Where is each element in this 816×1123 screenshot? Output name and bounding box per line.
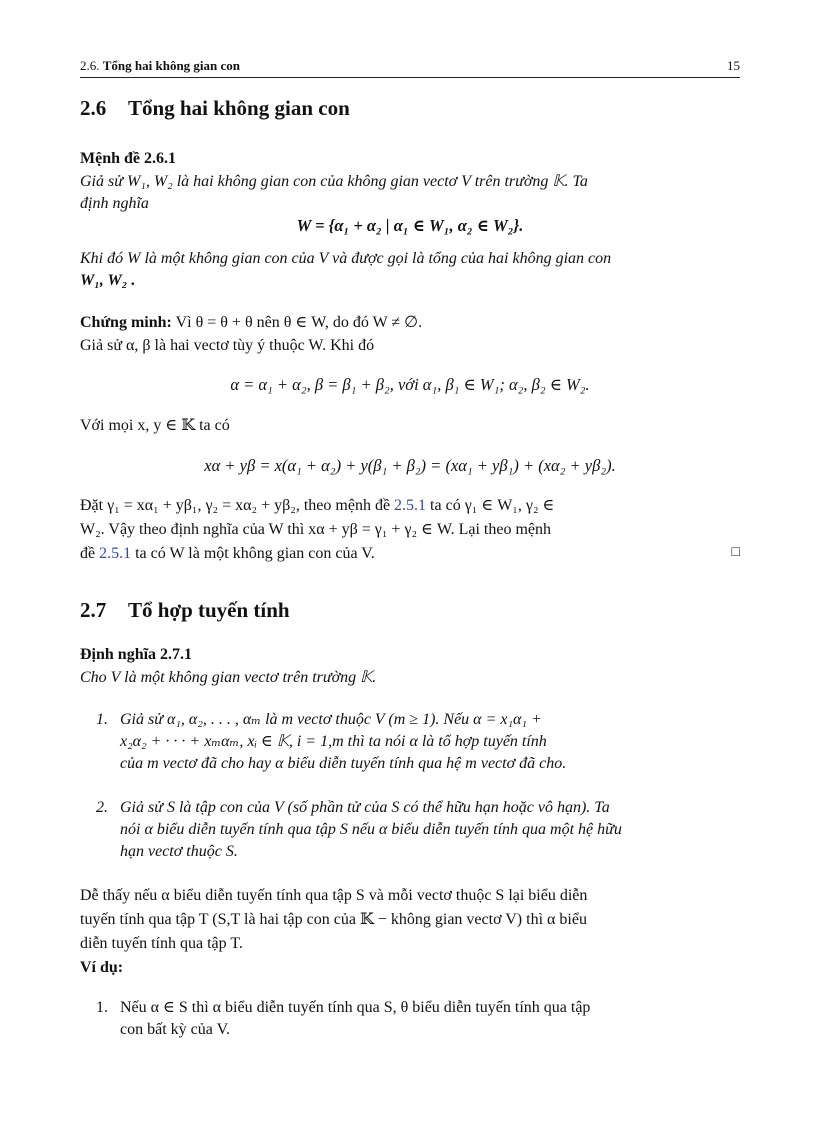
paragraph-line-2: tuyến tính qua tập T (S,T là hai tập con của 𝕂 − không gian vectơ V) thì α biểu xyxy=(80,911,587,928)
page-number: 15 xyxy=(727,58,740,73)
proof-text-6b: ta có W là một không gian con của V. xyxy=(131,545,375,562)
proof-label: Chứng minh: xyxy=(80,314,172,331)
proposition-line-2: định nghĩa xyxy=(80,195,149,212)
section-heading-2-7 xyxy=(80,598,290,623)
proof-line-1 xyxy=(80,312,740,334)
ref-link-2-5-1[interactable]: 2.5.1 xyxy=(394,497,427,514)
proposition-formula: W = {α₁ + α₂ | α₁ ∈ W₁, α₂ ∈ W₂}. xyxy=(296,216,524,235)
list-item-number: 1. xyxy=(96,711,108,728)
list-item-line: nói α biểu diễn tuyến tính qua tập S nếu α biểu diễn tuyến tính qua một hệ hữu xyxy=(120,821,622,838)
proof-text-1: Vì θ = θ + θ nên θ ∈ W, do đó W ≠ ∅. xyxy=(175,314,423,331)
section-title: Tổng hai không gian con xyxy=(128,96,350,120)
definition-line-1: Cho V là một không gian vectơ trên trường 𝕂. xyxy=(80,669,377,686)
header-rule xyxy=(80,77,740,78)
list-item-line: Nếu α ∈ S thì α biểu diễn tuyến tính qua S, θ biểu diễn tuyến tính qua tập xyxy=(120,999,591,1016)
header-section xyxy=(80,58,240,74)
header-section-title: Tổng hai không gian con xyxy=(102,58,241,73)
proof-text-4a: Đặt γ₁ = xα₁ + yβ₁, γ₂ = xα₂ + yβ₂, theo mệnh đề xyxy=(80,497,395,514)
list-item-line: của m vectơ đã cho hay α biểu diễn tuyến tính qua hệ m vectơ đã cho. xyxy=(120,755,567,772)
proof-line-5: W₂. Vậy theo định nghĩa của W thì xα + yβ = γ₁ + γ₂ ∈ W. Lại theo mệnh xyxy=(80,521,551,538)
list-item-line: x₂α₂ + · · · + xₘαₘ, xᵢ ∈ 𝕂, i = 1,m thì ta nói α là tổ hợp tuyến tính xyxy=(120,733,547,750)
list-item-line: hạn vectơ thuộc S. xyxy=(120,843,238,860)
section-title: Tổ hợp tuyến tính xyxy=(128,598,290,622)
section-number: 2.7 xyxy=(80,598,107,622)
list-item-line: Giả sử α₁, α₂, . . . , αₘ là m vectơ thuộc V (m ≥ 1). Nếu α = x₁α₁ + xyxy=(120,711,542,728)
proof-line-4 xyxy=(80,495,740,517)
list-item-line: Giả sử S là tập con của V (số phần tử của S có thể hữu hạn hoặc vô hạn). Ta xyxy=(120,799,610,816)
proof-formula-1: α = α₁ + α₂, β = β₁ + β₂, với α₁, β₁ ∈ W₁; α₂, β₂ ∈ W₂. xyxy=(230,375,590,394)
proposition-line-4: W₁, W₂ . xyxy=(80,272,136,289)
proposition-line-1: Giả sử W₁, W₂ là hai không gian con của không gian vectơ V trên trường 𝕂. Ta xyxy=(80,173,588,190)
list-item-line: con bất kỳ của V. xyxy=(120,1021,231,1038)
qed-symbol: □ xyxy=(731,545,740,560)
paragraph-line-1: Dễ thấy nếu α biểu diễn tuyến tính qua tập S và mỗi vectơ thuộc S lại biểu diễn xyxy=(80,887,588,904)
proof-formula-2: xα + yβ = x(α₁ + α₂) + y(β₁ + β₂) = (xα₁ + yβ₁) + (xα₂ + yβ₂). xyxy=(204,456,616,475)
definition-label: Định nghĩa 2.7.1 xyxy=(80,646,193,663)
list-item-number: 2. xyxy=(96,799,108,816)
header-section-label: 2.6. xyxy=(80,58,100,73)
proof-line-6 xyxy=(80,543,740,565)
ref-link-2-5-1-second[interactable]: 2.5.1 xyxy=(99,545,132,562)
section-number: 2.6 xyxy=(80,96,107,120)
proof-text-6a: đề xyxy=(80,545,100,562)
proof-line-3: Với mọi x, y ∈ 𝕂 ta có xyxy=(80,417,230,434)
list-item-number: 1. xyxy=(96,999,108,1016)
paragraph-line-3: diễn tuyến tính qua tập T. xyxy=(80,935,243,952)
proposition-label: Mệnh đề 2.6.1 xyxy=(80,150,176,167)
example-label: Ví dụ: xyxy=(80,959,124,976)
proposition-line-3: Khi đó W là một không gian con của V và được gọi là tổng của hai không gian con xyxy=(80,250,612,267)
section-heading-2-6 xyxy=(80,96,350,121)
proof-line-2: Giả sử α, β là hai vectơ tùy ý thuộc W. Khi đó xyxy=(80,337,375,354)
proof-text-4b: ta có γ₁ ∈ W₁, γ₂ ∈ xyxy=(426,497,555,514)
